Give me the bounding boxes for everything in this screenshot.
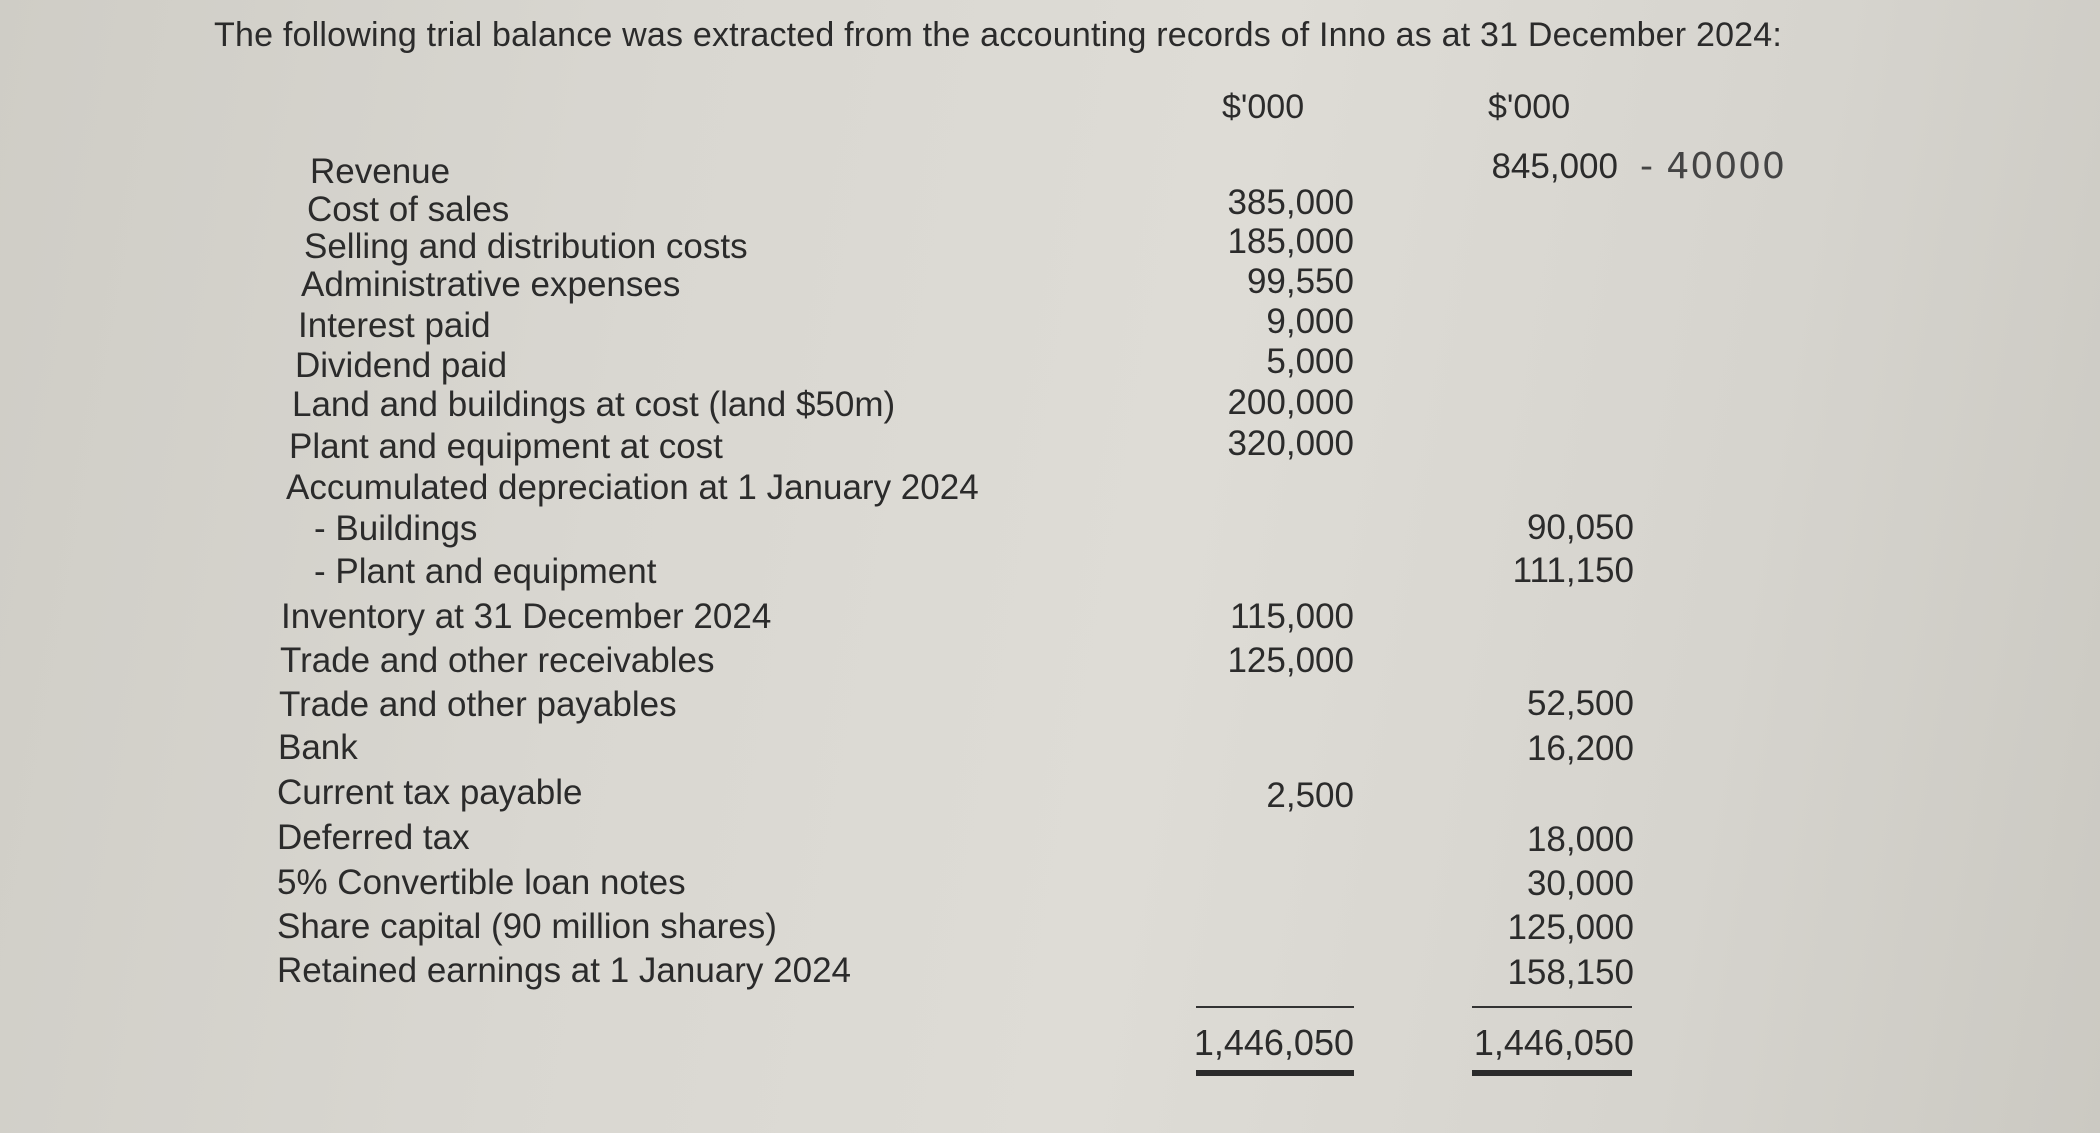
row-label-plant-equipment-cost: Plant and equipment at cost	[289, 427, 723, 466]
debit-cost-of-sales: 385,000	[1227, 183, 1354, 222]
credit-depr-plant-equipment: 111,150	[1512, 551, 1634, 590]
debit-total: 1,446,050	[1193, 1022, 1354, 1063]
row-label-cost-of-sales: Cost of sales	[307, 190, 510, 229]
row-label-retained-earnings: Retained earnings at 1 January 2024	[277, 951, 852, 990]
row-label-bank: Bank	[278, 728, 358, 767]
credit-column-header: $'000	[1488, 88, 1571, 126]
debit-current-tax: 2,500	[1266, 776, 1354, 815]
debit-land-buildings: 200,000	[1227, 383, 1354, 422]
debit-inventory: 115,000	[1230, 597, 1354, 636]
credit-share-capital: 125,000	[1507, 908, 1634, 947]
debit-admin-expenses: 99,550	[1246, 262, 1354, 301]
credit-depr-buildings: 90,050	[1526, 508, 1634, 547]
credit-retained-earnings: 158,150	[1507, 953, 1634, 992]
credit-loan-notes: 30,000	[1526, 864, 1634, 903]
credit-total: 1,446,050	[1473, 1022, 1634, 1063]
row-label-accumulated-depreciation: Accumulated depreciation at 1 January 2024	[286, 468, 979, 507]
debit-selling-distribution: 185,000	[1227, 222, 1354, 261]
row-label-payables: Trade and other payables	[279, 685, 677, 724]
credit-revenue: 845,000	[1491, 147, 1618, 186]
debit-receivables: 125,000	[1227, 641, 1354, 680]
row-label-current-tax: Current tax payable	[277, 773, 583, 812]
row-label-dividend-paid: Dividend paid	[295, 346, 508, 385]
handwritten-annotation: - 40000	[1640, 146, 1786, 187]
row-label-admin-expenses: Administrative expenses	[301, 265, 681, 304]
intro-text: The following trial balance was extracted from the accounting records of Inno as at 31 December 2024:	[214, 16, 1783, 54]
debit-total-top-rule	[1196, 1006, 1354, 1008]
row-label-deferred-tax: Deferred tax	[277, 818, 470, 857]
row-label-depr-plant-equipment: - Plant and equipment	[314, 552, 657, 591]
debit-interest-paid: 9,000	[1266, 302, 1354, 341]
debit-total-bottom-rule	[1196, 1070, 1354, 1076]
row-label-revenue: Revenue	[310, 152, 451, 191]
credit-bank: 16,200	[1526, 729, 1634, 768]
row-label-depr-buildings: - Buildings	[314, 509, 478, 548]
row-label-selling-distribution: Selling and distribution costs	[304, 227, 748, 266]
row-label-interest-paid: Interest paid	[298, 306, 491, 345]
debit-plant-equipment: 320,000	[1227, 424, 1354, 463]
credit-deferred-tax: 18,000	[1526, 820, 1634, 859]
row-label-inventory: Inventory at 31 December 2024	[281, 597, 772, 636]
credit-total-top-rule	[1472, 1006, 1632, 1008]
debit-column-header: $'000	[1222, 88, 1305, 126]
credit-payables: 52,500	[1526, 684, 1634, 723]
row-label-land-buildings: Land and buildings at cost (land $50m)	[292, 385, 896, 424]
row-label-loan-notes: 5% Convertible loan notes	[277, 863, 686, 902]
row-label-receivables: Trade and other receivables	[280, 641, 715, 680]
credit-total-bottom-rule	[1472, 1070, 1632, 1076]
debit-dividend-paid: 5,000	[1266, 342, 1354, 381]
row-label-share-capital: Share capital (90 million shares)	[277, 907, 777, 946]
